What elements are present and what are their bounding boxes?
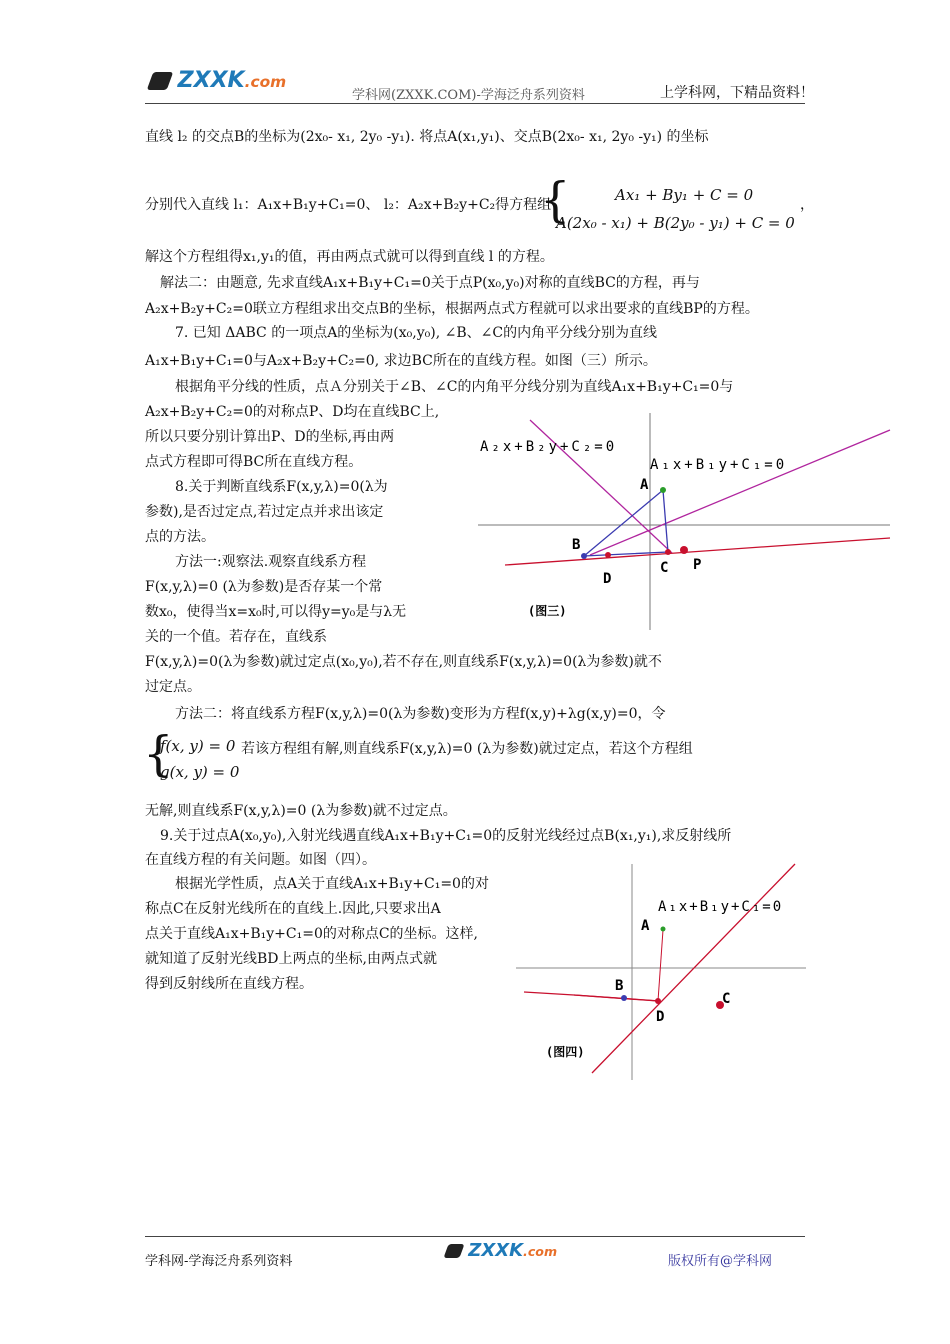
para-line: A₁x+B₁y+C₁=0与A₂x+B₂y+C₂=0, 求边BC所在的直线方程。如图（三）所示。 (145, 353, 657, 369)
footer-right-text: 版权所有@学科网 (668, 1254, 773, 1269)
system-eq-f: f(x, y) = 0 (160, 737, 236, 755)
point-a (661, 927, 666, 932)
label-d: D (656, 1009, 665, 1025)
figure-3 (460, 405, 900, 635)
para-line: 所以只要分别计算出P、D的坐标,再由两 (145, 429, 395, 445)
figure-caption: (图三) (528, 604, 567, 618)
para-line: 若该方程组有解,则直线系F(x,y,λ)=0 (λ为参数)就过定点，若这个方程组 (241, 741, 693, 757)
para-line: 解法二：由题意, 先求直线A₁x+B₁y+C₁=0关于点P(x₀,y₀)对称的直线BC的方程，再与 (160, 275, 700, 291)
logo-text: ZXXK (468, 1240, 524, 1261)
label-b: B (615, 978, 624, 994)
label-c: C (722, 991, 731, 1007)
para-line: A₂x+B₂y+C₂=0联立方程组求出交点B的坐标，根据两点式方程就可以求出要求的直线BP的方程。 (145, 301, 759, 317)
line-reflected-ray-ext (574, 995, 660, 1001)
line-incident-ray (658, 930, 663, 1001)
para-line: 无解,则直线系F(x,y,λ)=0 (λ为参数)就不过定点。 (145, 803, 457, 819)
point-c (665, 549, 671, 555)
para-line: 方法一:观察法.观察直线系方程 (175, 554, 367, 570)
para-line: F(x,y,λ)=0 (λ为参数)是否存某一个常 (145, 579, 383, 595)
point-d (605, 552, 611, 558)
footer-rule (145, 1236, 805, 1237)
header-center-text: 学科网(ZXXK.COM)-学海泛舟系列资料 (352, 88, 585, 103)
para-line: 得到反射线所在直线方程。 (145, 976, 313, 992)
point-b (581, 553, 587, 559)
graduate-cap-icon (443, 1244, 464, 1258)
para-line: 点式方程即可得BC所在直线方程。 (145, 454, 363, 470)
para-line: 就知道了反射光线BD上两点的坐标,由两点式就 (145, 951, 437, 967)
label-a: A (640, 477, 649, 493)
system-eq-2: A(2x₀ - x₁) + B(2y₀ - y₁) + C = 0 (556, 214, 795, 232)
system-brace: { (143, 726, 174, 782)
point-p (680, 546, 688, 554)
point-d (655, 998, 661, 1004)
graduate-cap-icon (147, 72, 174, 90)
para-line: 称点C在反射光线所在的直线上.因此,只要求出A (145, 901, 441, 917)
para-line: A₂x+B₂y+C₂=0的对称点P、D均在直线BC上, (145, 404, 440, 420)
figure-caption: (图四) (546, 1045, 585, 1059)
logo-suffix: .com (523, 1244, 558, 1259)
header-rule (145, 103, 805, 104)
para-line: 参数),是否过定点,若过定点并求出该定 (145, 504, 384, 520)
header-logo (150, 68, 286, 93)
header-right-text: 上学科网，下精品资料！ (660, 85, 814, 101)
para-line: 8.关于判断直线系F(x,y,λ)=0(λ为 (175, 479, 388, 495)
para-line: 9.关于过点A(x₀,y₀),入射光线遇直线A₁x+B₁y+C₁=0的反射光线经过点B(x₁,y₁),求反射线所 (160, 828, 732, 844)
footer-logo (446, 1240, 557, 1261)
logo-suffix: .com (244, 73, 287, 91)
point-b (621, 995, 627, 1001)
para-line: 7. 已知 ΔABC 的一项点A的坐标为(x₀,y₀), ∠B、∠C的内角平分线分别为直线 (175, 325, 658, 341)
para-line: 分别代入直线 l₁：A₁x+B₁y+C₁=0、 l₂：A₂x+B₂y+C₂得方程组 (145, 197, 552, 213)
label-b: B (572, 537, 581, 553)
footer-left-text: 学科网-学海泛舟系列资料 (145, 1254, 293, 1269)
eq-label-l2: A₂x+B₂y+C₂=0 (480, 439, 618, 455)
arrow-head (524, 992, 574, 995)
system-brace: { (540, 172, 571, 228)
line-l1-bisector (590, 430, 890, 555)
para-line: 直线 l₂ 的交点B的坐标为(2x₀- x₁, 2y₀ -y₁). 将点A(x₁,y₁)、交点B(2x₀- x₁, 2y₀ -y₁) 的坐标 (145, 129, 709, 145)
para-line: 在直线方程的有关问题。如图（四）。 (145, 852, 376, 868)
label-a: A (641, 918, 650, 934)
para-line: 解这个方程组得x₁,y₁的值，再由两点式就可以得到直线 l 的方程。 (145, 249, 554, 265)
para-line: F(x,y,λ)=0(λ为参数)就过定点(x₀,y₀),若不存在,则直线系F(x,y,λ)=0(λ为参数)就不 (145, 654, 662, 670)
system-comma: ， (800, 197, 814, 213)
label-c: C (660, 560, 669, 576)
para-line: 数x₀，使得当x=x₀时,可以得y=y₀是与λ无 (145, 604, 407, 620)
para-line: 方法二：将直线系方程F(x,y,λ)=0(λ为参数)变形为方程f(x,y)+λg(x,y)=0，令 (175, 706, 666, 722)
label-p: P (693, 557, 702, 573)
para-line: 关的一个值。若存在，直线系 (145, 629, 327, 645)
para-line: 点关于直线A₁x+B₁y+C₁=0的对称点C的坐标。这样, (145, 926, 479, 942)
para-line: 点的方法。 (145, 529, 215, 545)
figure-4 (510, 858, 810, 1083)
label-d: D (603, 571, 612, 587)
para-line: 根据角平分线的性质，点Ａ分别关于∠B、∠C的内角平分线分别为直线A₁x+B₁y+C₁=0与 (175, 379, 734, 395)
logo-text: ZXXK (177, 68, 245, 93)
para-line: 过定点。 (145, 679, 201, 695)
triangle-abc (584, 490, 668, 556)
eq-label-l1: A₁x+B₁y+C₁=0 (658, 899, 784, 915)
system-eq-g: g(x, y) = 0 (160, 763, 240, 781)
para-line: 根据光学性质，点A关于直线A₁x+B₁y+C₁=0的对 (175, 876, 489, 892)
point-a (660, 487, 666, 493)
eq-label-l1: A₁x+B₁y+C₁=0 (650, 457, 788, 473)
system-eq-1: Ax₁ + By₁ + C = 0 (615, 186, 754, 204)
